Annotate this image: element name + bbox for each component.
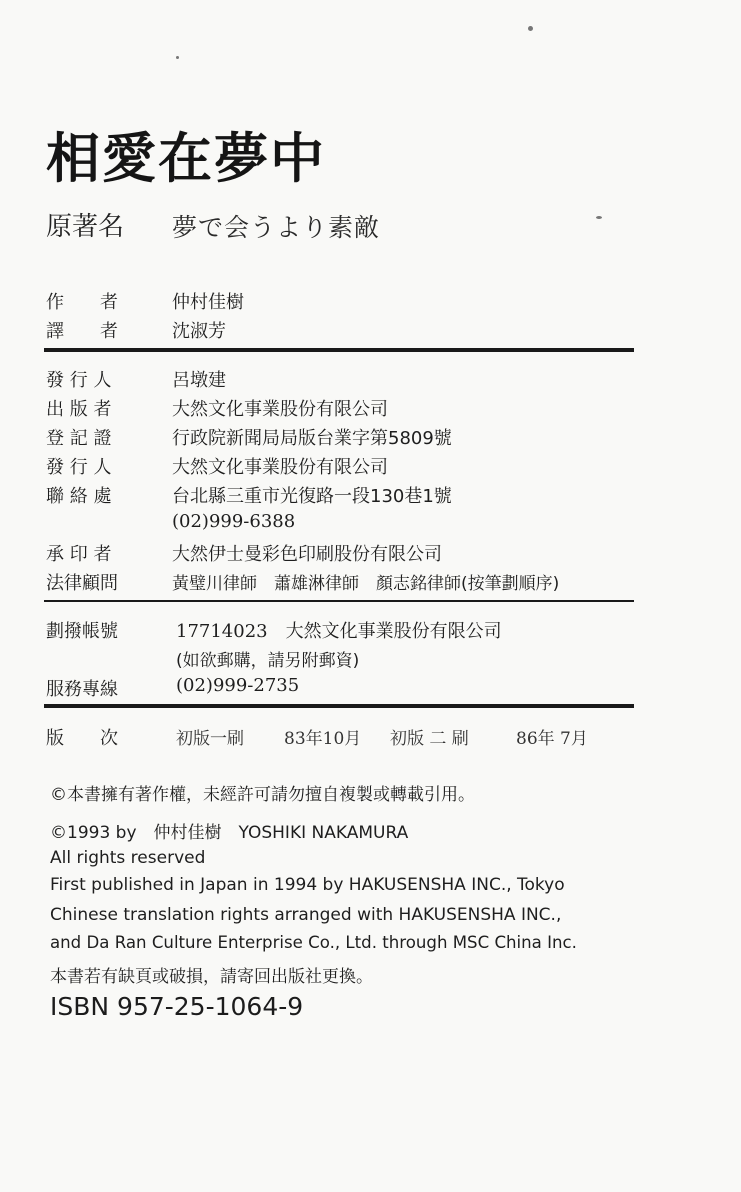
postal-note: (如欲郵購，請另附郵資)	[176, 651, 360, 671]
service-line-label: 服務專線	[46, 679, 118, 700]
imprint-value: 大然文化事業股份有限公司	[172, 399, 388, 420]
translation-agency: and Da Ran Culture Enterprise Co., Ltd. through MSC China Inc.	[50, 933, 577, 952]
book-title: 相愛在夢中	[46, 127, 326, 190]
registration-value: 行政院新聞局局版台業字第5809號	[172, 428, 452, 449]
edition-second-date: 86年 7月	[516, 729, 588, 749]
publisher-value: 呂墩建	[172, 370, 226, 391]
translator-value: 沈淑芳	[172, 321, 226, 342]
registration-label: 登 記 證	[46, 428, 112, 449]
isbn: ISBN 957-25-1064-9	[50, 992, 304, 1021]
rights-reserved: All rights reserved	[50, 848, 206, 868]
distributor-label: 發 行 人	[46, 457, 112, 478]
imprint-label: 出 版 者	[46, 399, 112, 420]
divider	[44, 348, 634, 352]
edition-first-printing: 初版一刷	[176, 729, 244, 749]
contact-label: 聯 絡 處	[46, 486, 112, 507]
speck	[528, 26, 533, 31]
copyright-notice: ©本書擁有著作權，未經許可請勿擅自複製或轉載引用。	[50, 785, 475, 805]
original-title-value: 夢で会うより素敵	[172, 213, 381, 242]
edition-label: 版 次	[46, 728, 118, 749]
first-published: First published in Japan in 1994 by HAKUSENSHA INC., Tokyo	[50, 875, 565, 895]
postal-account-value: 17714023 大然文化事業股份有限公司	[176, 621, 502, 642]
legal-counsel-value: 黃璧川律師 蕭雄淋律師 顏志銘律師(按筆劃順序)	[172, 574, 560, 594]
legal-counsel-label: 法律顧問	[46, 573, 118, 594]
author-label: 作 者	[46, 292, 118, 313]
edition-first-date: 83年10月	[284, 729, 362, 749]
printer-label: 承 印 者	[46, 544, 112, 565]
publisher-label: 發 行 人	[46, 370, 112, 391]
author-value: 仲村佳樹	[172, 292, 244, 313]
translator-label: 譯 者	[46, 321, 118, 342]
edition-second-printing: 初版 二 刷	[390, 729, 469, 749]
speck	[596, 216, 602, 219]
translation-rights: Chinese translation rights arranged with HAKUSENSHA INC.,	[50, 905, 562, 925]
contact-phone: (02)999-6388	[172, 511, 296, 532]
divider	[44, 704, 634, 708]
divider	[44, 600, 634, 602]
contact-address: 台北縣三重市光復路一段130巷1號	[172, 486, 452, 507]
printer-value: 大然伊士曼彩色印刷股份有限公司	[172, 544, 442, 565]
copyright-line: ©1993 by 仲村佳樹 YOSHIKI NAKAMURA	[50, 823, 409, 843]
original-title-label: 原著名	[46, 212, 125, 242]
distributor-value: 大然文化事業股份有限公司	[172, 457, 388, 478]
speck	[176, 56, 179, 59]
defect-notice: 本書若有缺頁或破損，請寄回出版社更換。	[50, 967, 373, 987]
postal-account-label: 劃撥帳號	[46, 621, 118, 642]
service-line-value: (02)999-2735	[176, 675, 300, 696]
